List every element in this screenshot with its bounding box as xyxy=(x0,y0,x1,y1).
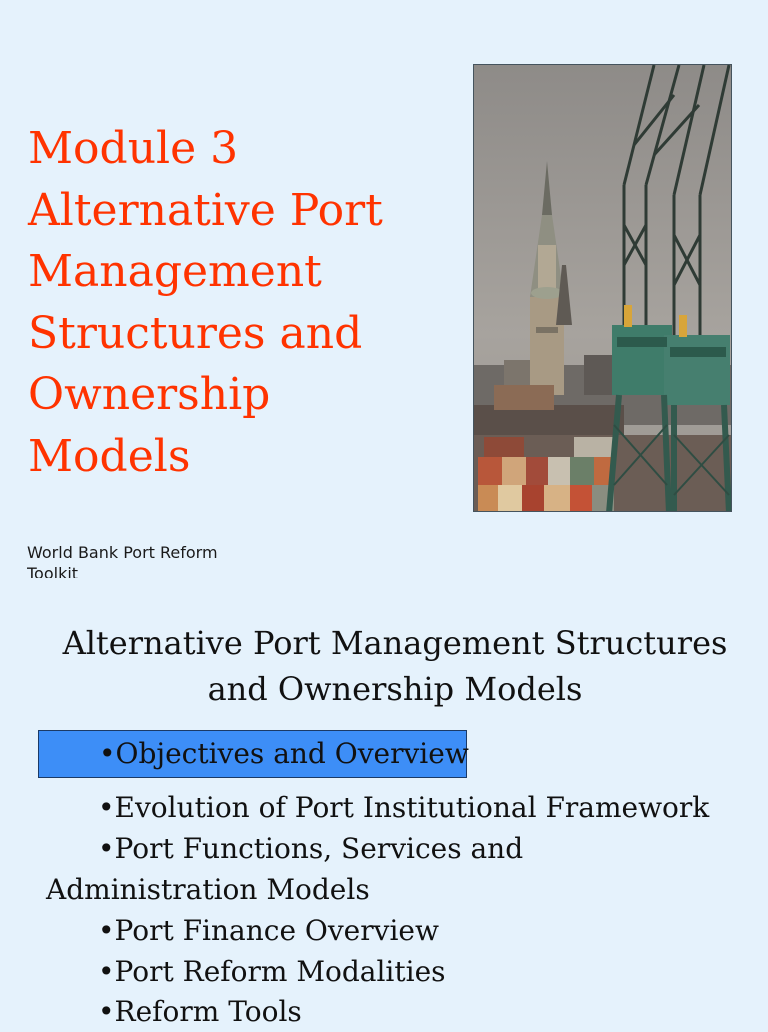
agenda-title-line: Alternative Port Management Structures xyxy=(62,624,728,662)
title-line: Structures and xyxy=(28,307,363,359)
title-line: Management xyxy=(28,246,322,297)
agenda-item-reform-tools[interactable]: •Reform Tools xyxy=(98,995,302,1028)
agenda-item-evolution[interactable]: •Evolution of Port Institutional Framework xyxy=(98,791,710,824)
agenda-title-line: and Ownership Models xyxy=(207,670,583,708)
port-cranes-photo xyxy=(473,64,732,512)
footer-note: World Bank Port Reform Toolkit xyxy=(27,543,218,578)
agenda-item-port-functions-continued[interactable]: Administration Models xyxy=(46,873,370,906)
title-line: Alternative Port xyxy=(28,184,383,236)
title-line: Ownership xyxy=(28,369,271,420)
agenda-item-reform-modalities[interactable]: •Port Reform Modalities xyxy=(98,955,446,988)
agenda-item-port-finance[interactable]: •Port Finance Overview xyxy=(98,914,439,947)
agenda-item-objectives-overview[interactable]: •Objectives and Overview xyxy=(38,730,467,778)
agenda-title xyxy=(40,620,750,712)
agenda-item-port-functions[interactable]: •Port Functions, Services and xyxy=(98,832,524,865)
title-line: Models xyxy=(28,430,191,482)
slide-title xyxy=(28,118,448,487)
title-line: Module 3 xyxy=(28,123,239,174)
